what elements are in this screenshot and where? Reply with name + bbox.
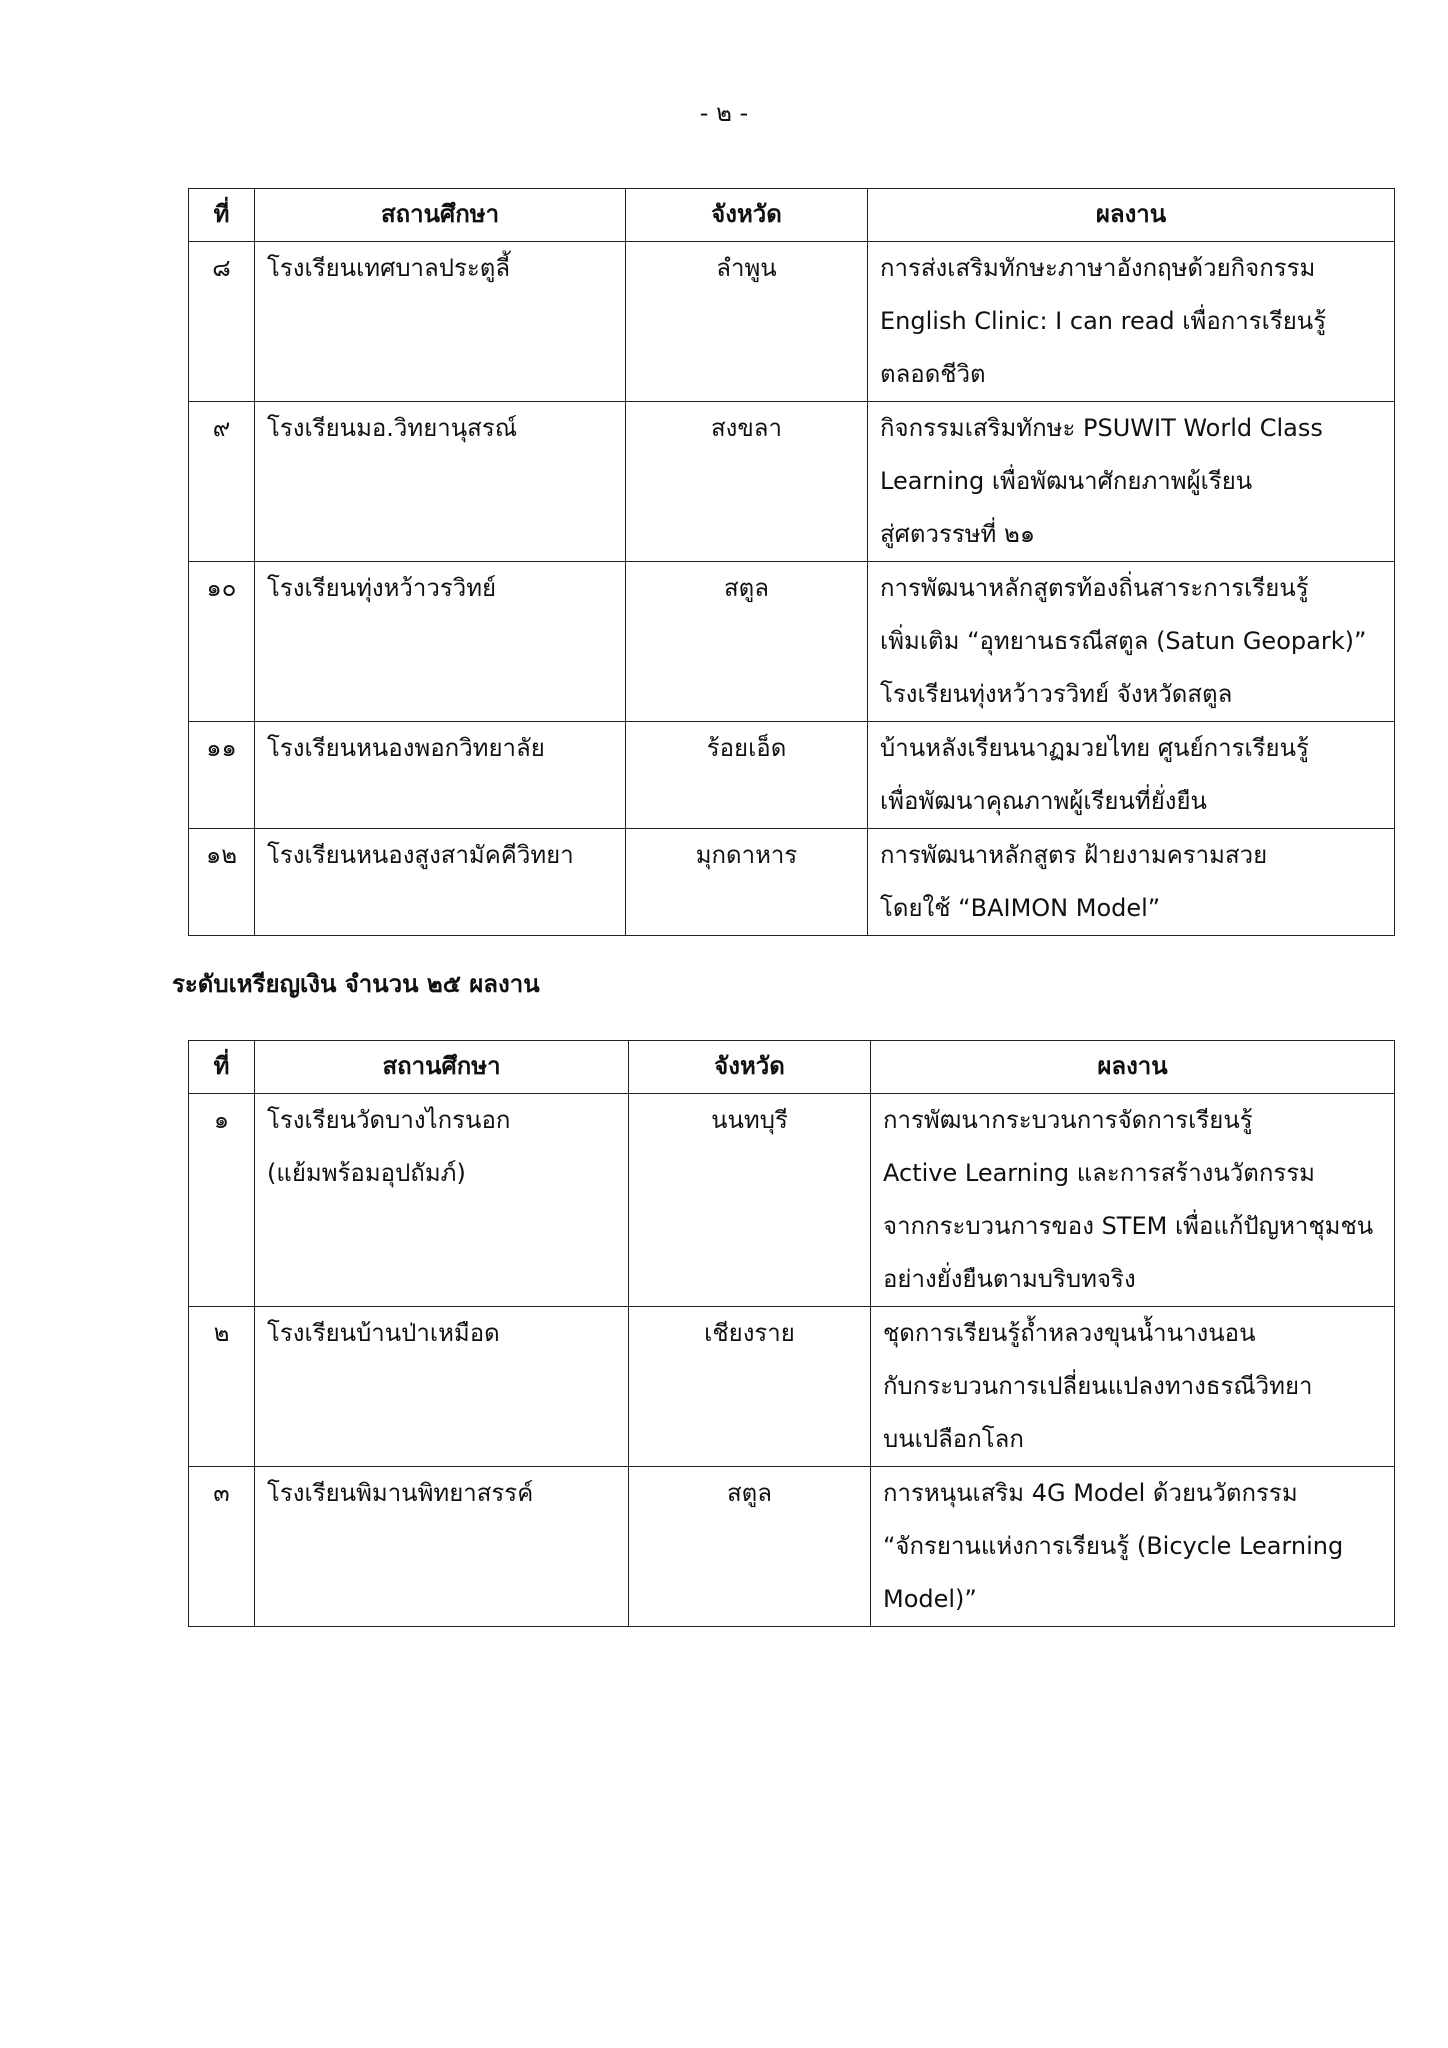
table-row xyxy=(189,562,1395,722)
school-name-line: โรงเรียนวัดบางไกรนอก xyxy=(267,1106,511,1134)
work-cell xyxy=(868,829,1395,936)
province-cell: สงขลา xyxy=(626,402,868,562)
section-heading: ระดับเหรียญเงิน จำนวน ๒๕ ผลงาน xyxy=(172,970,540,998)
work-title-line: เพื่อพัฒนาคุณภาพผู้เรียนที่ยั่งยืน xyxy=(880,787,1207,815)
table-row xyxy=(189,1094,1395,1307)
header-school: สถานศึกษา xyxy=(255,1041,629,1094)
school-cell xyxy=(255,402,626,562)
header-work: ผลงาน xyxy=(871,1041,1395,1094)
school-name-line: โรงเรียนหนองพอกวิทยาลัย xyxy=(267,734,545,762)
province-cell: ลำพูน xyxy=(626,242,868,402)
row-number: ๓ xyxy=(189,1467,255,1627)
table-row xyxy=(189,1467,1395,1627)
header-no: ที่ xyxy=(189,1041,255,1094)
work-cell xyxy=(871,1467,1395,1627)
row-number: ๑๐ xyxy=(189,562,255,722)
work-title-line: กิจกรรมเสริมทักษะ PSUWIT World Class xyxy=(880,414,1323,442)
province-cell: ร้อยเอ็ด xyxy=(626,722,868,829)
work-title-line: ชุดการเรียนรู้ถ้ำหลวงขุนน้ำนางนอน xyxy=(883,1319,1256,1347)
row-number: ๑ xyxy=(189,1094,255,1307)
row-number: ๘ xyxy=(189,242,255,402)
table-header-row xyxy=(189,189,1395,242)
school-cell xyxy=(255,242,626,402)
work-cell xyxy=(868,562,1395,722)
work-title-line: ตลอดชีวิต xyxy=(880,360,986,388)
table-row xyxy=(189,242,1395,402)
header-no: ที่ xyxy=(189,189,255,242)
school-name-line: โรงเรียนทุ่งหว้าวรวิทย์ xyxy=(267,574,497,602)
page-number: - ๒ - xyxy=(699,99,749,127)
row-number: ๑๑ xyxy=(189,722,255,829)
work-title-line: การส่งเสริมทักษะภาษาอังกฤษด้วยกิจกรรม xyxy=(880,254,1316,282)
school-name-line: โรงเรียนมอ.วิทยานุสรณ์ xyxy=(267,414,517,442)
work-title-line: โรงเรียนทุ่งหว้าวรวิทย์ จังหวัดสตูล xyxy=(880,680,1233,708)
work-title-line: จากกระบวนการของ STEM เพื่อแก้ปัญหาชุมชน xyxy=(883,1212,1374,1240)
work-title-line: บนเปลือกโลก xyxy=(883,1425,1024,1453)
province-cell: เชียงราย xyxy=(629,1307,871,1467)
silver-awards-table xyxy=(188,1040,1395,1627)
school-name-line: โรงเรียนพิมานพิทยาสรรค์ xyxy=(267,1479,534,1507)
gold-awards-table xyxy=(188,188,1395,936)
work-title-line: โดยใช้ “BAIMON Model” xyxy=(880,894,1161,922)
table-row xyxy=(189,1307,1395,1467)
work-title-line: การพัฒนากระบวนการจัดการเรียนรู้ xyxy=(883,1106,1253,1134)
work-cell xyxy=(871,1307,1395,1467)
school-cell xyxy=(255,1307,629,1467)
school-cell xyxy=(255,1094,629,1307)
school-name-line: โรงเรียนบ้านป่าเหมือด xyxy=(267,1319,500,1347)
table-row xyxy=(189,829,1395,936)
school-cell xyxy=(255,722,626,829)
work-title-line: การพัฒนาหลักสูตรท้องถิ่นสาระการเรียนรู้ xyxy=(880,574,1309,602)
work-title-line: กับกระบวนการเปลี่ยนแปลงทางธรณีวิทยา xyxy=(883,1372,1313,1400)
work-title-line: “จักรยานแห่งการเรียนรู้ (Bicycle Learning xyxy=(883,1532,1344,1560)
row-number: ๒ xyxy=(189,1307,255,1467)
row-number: ๑๒ xyxy=(189,829,255,936)
work-title-line: Learning เพื่อพัฒนาศักยภาพผู้เรียน xyxy=(880,467,1253,495)
province-cell: สตูล xyxy=(629,1467,871,1627)
school-name-line: (แย้มพร้อมอุปถัมภ์) xyxy=(267,1159,466,1187)
header-school: สถานศึกษา xyxy=(255,189,626,242)
school-cell xyxy=(255,829,626,936)
work-title-line: Model)” xyxy=(883,1585,977,1613)
school-name-line: โรงเรียนหนองสูงสามัคคีวิทยา xyxy=(267,841,574,869)
work-title-line: เพิ่มเติม “อุทยานธรณีสตูล (Satun Geopark)” xyxy=(880,627,1367,655)
table-header-row xyxy=(189,1041,1395,1094)
work-title-line: บ้านหลังเรียนนาฏมวยไทย ศูนย์การเรียนรู้ xyxy=(880,734,1309,762)
table-row xyxy=(189,402,1395,562)
work-title-line: Active Learning และการสร้างนวัตกรรม xyxy=(883,1159,1315,1187)
row-number: ๙ xyxy=(189,402,255,562)
header-province: จังหวัด xyxy=(626,189,868,242)
header-province: จังหวัด xyxy=(629,1041,871,1094)
province-cell: สตูล xyxy=(626,562,868,722)
school-name-line: โรงเรียนเทศบาลประตูลี้ xyxy=(267,254,511,282)
school-cell xyxy=(255,562,626,722)
header-work: ผลงาน xyxy=(868,189,1395,242)
work-cell xyxy=(868,402,1395,562)
work-cell xyxy=(871,1094,1395,1307)
work-title-line: อย่างยั่งยืนตามบริบทจริง xyxy=(883,1265,1136,1293)
province-cell: มุกดาหาร xyxy=(626,829,868,936)
school-cell xyxy=(255,1467,629,1627)
province-cell: นนทบุรี xyxy=(629,1094,871,1307)
work-cell xyxy=(868,242,1395,402)
work-title-line: การพัฒนาหลักสูตร ฝ้ายงามครามสวย xyxy=(880,841,1268,869)
work-cell xyxy=(868,722,1395,829)
work-title-line: การหนุนเสริม 4G Model ด้วยนวัตกรรม xyxy=(883,1479,1298,1507)
table-row xyxy=(189,722,1395,829)
work-title-line: English Clinic: I can read เพื่อการเรียนรู้ xyxy=(880,307,1327,335)
work-title-line: สู่ศตวรรษที่ ๒๑ xyxy=(880,520,1036,548)
